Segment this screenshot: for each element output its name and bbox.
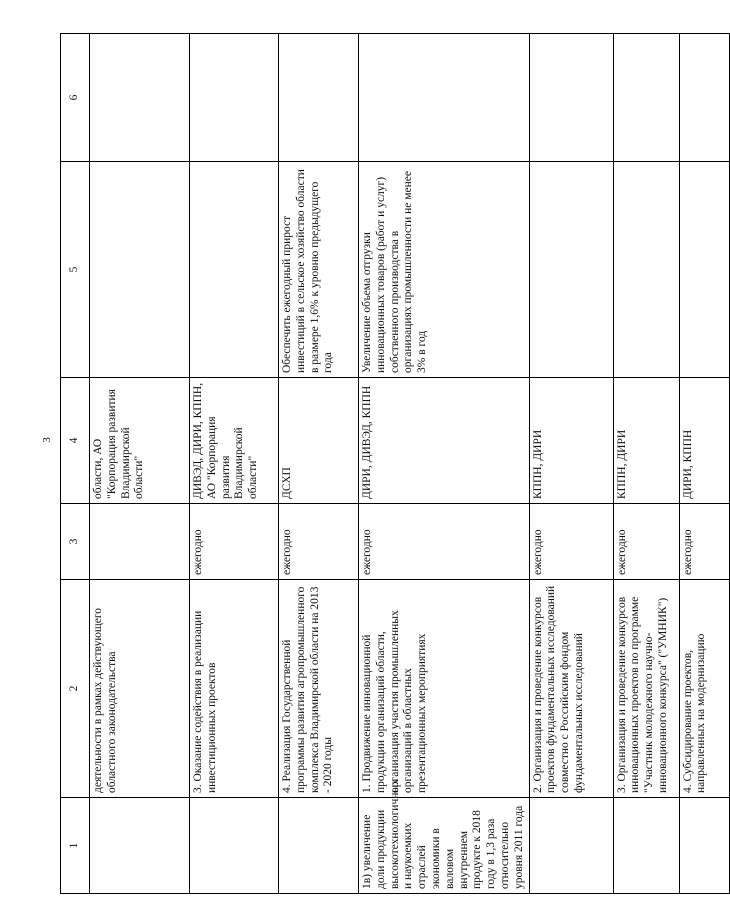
plan-table <box>60 33 730 894</box>
table-row <box>613 34 679 894</box>
notes-cell <box>279 34 359 162</box>
deadline-cell: ежегодно <box>613 504 679 580</box>
responsible-cell: ДИРИ, КППН <box>679 378 729 504</box>
deadline-cell: ежегодно <box>529 504 613 580</box>
responsible-cell: ДИВЭД, ДИРИ, КППН, АО "Корпорация развития Владимирской области" <box>190 378 279 504</box>
header-cell-6: 6 <box>61 34 90 162</box>
deadline-cell: ежегодно <box>279 504 359 580</box>
measure-cell: 2. Организация и проведение конкурсов проектов фундаментальных исследований совместно с Российским фондом фундаментальных исследований <box>529 580 613 798</box>
responsible-cell: ДИРИ, ДИВЭД, КППН <box>359 378 530 504</box>
goal-cell <box>190 798 279 894</box>
deadline-cell: ежегодно <box>190 504 279 580</box>
goal-cell <box>679 798 729 894</box>
goal-cell <box>90 798 190 894</box>
rotated-page <box>60 34 708 894</box>
page-number: 3 <box>40 437 53 443</box>
notes-cell <box>529 34 613 162</box>
measure-cell: 1. Продвижение инновационной продукции организаций области, организация участия промышленных организаций в областных презентационных мероприятиях <box>359 580 530 798</box>
header-cell-1: 1 <box>61 798 90 894</box>
goal-cell <box>529 798 613 894</box>
result-cell <box>613 162 679 378</box>
result-cell <box>190 162 279 378</box>
table-row <box>679 34 729 894</box>
result-cell: Обеспечить ежегодный прирост инвестиций в сельское хозяйство области в размере 1,6% к уровню предыдущего года <box>279 162 359 378</box>
responsible-cell: КППН, ДИРИ <box>613 378 679 504</box>
table-row <box>529 34 613 894</box>
result-cell <box>90 162 190 378</box>
result-cell: Увеличение объема отгрузки инновационных товаров (работ и услуг) собственного производства в организациях промышленности не менее 3% в год <box>359 162 530 378</box>
result-cell <box>529 162 613 378</box>
notes-cell <box>190 34 279 162</box>
goal-cell <box>279 798 359 894</box>
header-cell-3: 3 <box>61 504 90 580</box>
header-cell-2: 2 <box>61 580 90 798</box>
measure-cell: 3. Оказание содействия в реализации инвестиционных проектов <box>190 580 279 798</box>
measure-cell: деятельности в рамках действующего областного законодательства <box>90 580 190 798</box>
measure-cell: 4. Субсидирование проектов, направленных на модернизацию <box>679 580 729 798</box>
responsible-cell: КППН, ДИРИ <box>529 378 613 504</box>
goal-cell <box>613 798 679 894</box>
deadline-cell: ежегодно <box>679 504 729 580</box>
notes-cell <box>90 34 190 162</box>
measure-cell: 4. Реализация Государственной программы развития агропромышленного комплекса Владимирской области на 2013 - 2020 годы <box>279 580 359 798</box>
header-cell-5: 5 <box>61 162 90 378</box>
table-row <box>190 34 279 894</box>
header-cell-4: 4 <box>61 378 90 504</box>
notes-cell <box>359 34 530 162</box>
deadline-cell <box>90 504 190 580</box>
table-row <box>90 34 190 894</box>
table-row <box>279 34 359 894</box>
table-row <box>359 34 530 894</box>
responsible-cell: области, АО "Корпорация развития Владимирской области" <box>90 378 190 504</box>
responsible-cell: ДСХП <box>279 378 359 504</box>
measure-cell: 3. Организация и проведение конкурсов инновационных проектов по программе "Участник молодежного научно-инновационного конкурса" ("УМНИК") <box>613 580 679 798</box>
goal-cell: 1в) увеличение доли продукции высокотехнологичных и наукоемких отраслей экономики в валовом внутреннем продукте к 2018 году в 1,3 раза относительно уровня 2011 года <box>359 798 530 894</box>
result-cell <box>679 162 729 378</box>
header-row <box>61 34 90 894</box>
notes-cell <box>679 34 729 162</box>
deadline-cell: ежегодно <box>359 504 530 580</box>
notes-cell <box>613 34 679 162</box>
